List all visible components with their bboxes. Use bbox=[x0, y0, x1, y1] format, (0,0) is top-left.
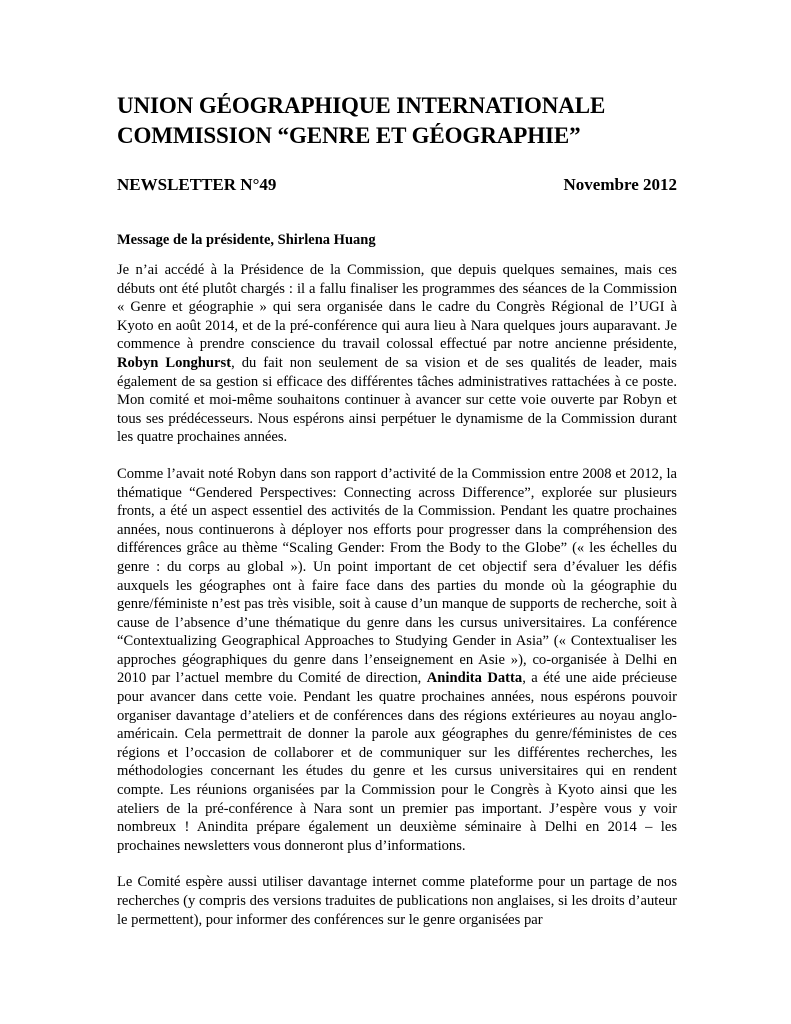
document-page bbox=[117, 91, 677, 929]
paragraph-3 bbox=[117, 873, 677, 929]
newsletter-date: Novembre 2012 bbox=[563, 175, 677, 194]
person-name-robyn: Robyn Longhurst bbox=[117, 354, 232, 371]
section-heading: Message de la présidente, Shirlena Huang bbox=[117, 232, 376, 248]
paragraph-2 bbox=[117, 465, 677, 855]
paragraph-1 bbox=[117, 261, 677, 447]
newsletter-info-row bbox=[117, 175, 677, 197]
paragraph-3-text-a: Le Comité espère aussi utiliser davantage internet comme plateforme pour un partage de nos recherches (y compris des versions traduites de publications non anglaises, si les droits d’auteur le permettent), pour informer des conférences sur le genre organisées par bbox=[117, 874, 677, 928]
paragraph-2-text-a: Comme l’avait noté Robyn dans son rapport d’activité de la Commission entre 2008 et 2012, la thématique “Gendered Perspectives: Connecting across Difference”, explorée sur plusieurs fronts, a été un aspect essentiel des activités de la Commission. Pendant les quatre prochaines années, nous continuerons à déployer nos efforts pour progresser dans la compréhension des différences grâce au thème “Scaling Gender: From the Body to the Globe” (« les échelles du genre : du corps au global »). Un point important de cet objectif sera d’évaluer les défis auxquels les géographes ont à faire face dans des parties du monde où la géographie du genre/féministe n’est pas très visible, soit à cause d’un manque de supports de recherche, soit à cause de l’absence d’une thématique du genre dans les cursus universitaires. La conférence “Contextualizing Geographical Approaches to Studying Gender in Asia” (« Contextualiser les approches géographiques du genre dans l’enseignement en Asie »), co-organisée à Delhi en 2010 par l’actuel membre du Comité de direction, bbox=[117, 465, 677, 687]
title-line-1: UNION GÉOGRAPHIQUE INTERNATIONALE bbox=[117, 93, 606, 118]
paragraph-1-text-b: , du fait non seulement de sa vision et de ses qualités de leader, mais également de sa gestion si efficace des différentes tâches administratives rattachées à ce poste. Mon comité et moi-même souhaitons continuer à avancer sur cette voie ouverte par Robyn et tous ses prédécesseurs. Nous espérons ainsi perpétuer le dynamisme de la Commission durant les quatre prochaines années. bbox=[117, 354, 677, 446]
paragraph-1-text-a: Je n’ai accédé à la Présidence de la Commission, que depuis quelques semaines, mais ces débuts ont été plutôt chargés : il a fallu finaliser les programmes des séances de la Commission « Genre et géographie » qui sera organisée dans le cadre du Congrès Régional de l’UGI à Kyoto en août 2014, et de la pré-conférence qui aura lieu à Nara quelques jours auparavant. Je commence à prendre conscience du travail colossal effectué par notre ancienne présidente, bbox=[117, 262, 677, 353]
title-line-2: COMMISSION “GENRE ET GÉOGRAPHIE” bbox=[117, 123, 581, 148]
person-name-anindita: Anindita Datta bbox=[426, 670, 523, 687]
paragraph-2-text-b: , a été une aide précieuse pour avancer dans cette voie. Pendant les quatre prochaines années, nous espérons pouvoir organiser davantage d’ateliers et de conférences dans des régions extérieures au noyau anglo-américain. Cela permettrait de donner la parole aux géographes du genre/féministes de ces régions et l’occasion de collaborer et de communiquer sur les différentes recherches, les méthodologies concernant les études du genre et les cursus universitaires qui en rendent compte. Les réunions organisées par la Commission pour le Congrès à Kyoto ainsi que les ateliers de la pré-conférence à Nara sont un premier pas important. J’espère vous y voir nombreux ! Anindita prépare également un deuxième séminaire à Delhi en 2014 – les prochaines newsletters vous donneront plus d’informations. bbox=[117, 670, 678, 854]
newsletter-number: NEWSLETTER N°49 bbox=[117, 175, 277, 194]
